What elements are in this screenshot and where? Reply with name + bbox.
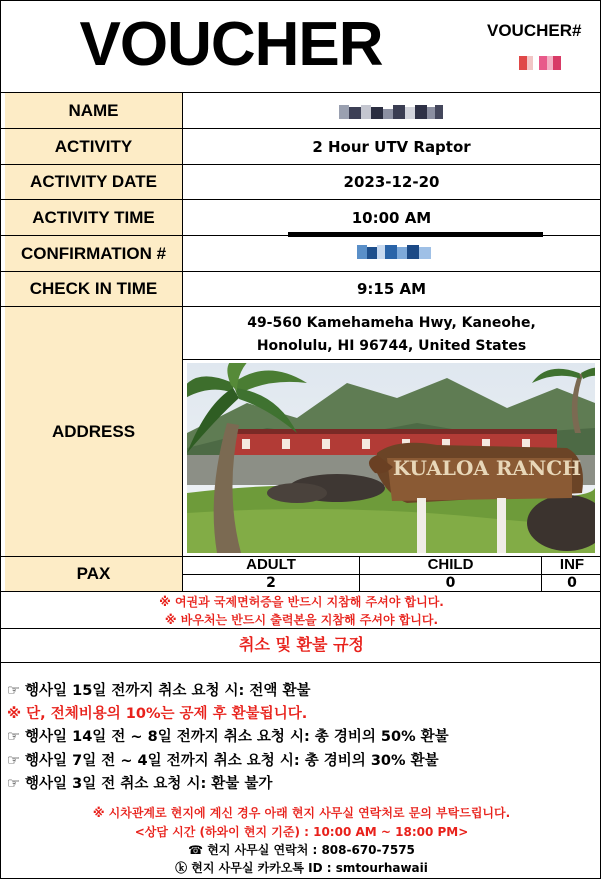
policy-item: ☞ 행사일 3일 전 취소 요청 시: 환불 불가 — [7, 776, 273, 792]
address-line-1: 49-560 Kamehameha Hwy, Kaneohe, — [247, 315, 536, 331]
confirmation-label: CONFIRMATION # — [5, 236, 182, 271]
policy-item: ☞ 행사일 15일 전까지 취소 요청 시: 전액 환불 — [7, 683, 311, 699]
kualoa-ranch-photo — [187, 363, 595, 553]
checkin-time-label: CHECK IN TIME — [5, 272, 182, 306]
confirmation-redacted — [357, 245, 431, 259]
pax-child-header: CHILD — [427, 556, 474, 573]
pax-child-count: 0 — [445, 575, 456, 591]
activity-value: 2 Hour UTV Raptor — [312, 137, 471, 156]
activity-time-label: ACTIVITY TIME — [5, 200, 182, 235]
footer-hours: <상담 시간 (하와이 현지 기준) : 10:00 AM ~ 18:00 PM> — [134, 825, 469, 839]
pax-adult-header: ADULT — [246, 556, 296, 573]
footer-phone: ☎ 현지 사무실 연락처 : 808-670-7575 — [188, 843, 415, 857]
policy-item: ☞ 행사일 7일 전 ~ 4일 전까지 취소 요청 시: 총 경비의 30% 환불 — [7, 753, 439, 769]
voucher-number-redacted — [519, 56, 561, 70]
pax-inf-count: 0 — [567, 575, 577, 591]
redaction-bar — [288, 232, 543, 237]
activity-date-label: ACTIVITY DATE — [5, 165, 182, 199]
pax-inf-header: INF — [559, 556, 585, 573]
activity-date-value: 2023-12-20 — [343, 173, 440, 191]
pax-adult-count: 2 — [266, 575, 276, 591]
policy-item: ☞ 행사일 14일 전 ~ 8일 전까지 취소 요청 시: 총 경비의 50% 환불 — [7, 729, 449, 745]
refund-policy-title: 취소 및 환불 규정 — [239, 635, 364, 654]
voucher-number-label: VOUCHER# — [487, 21, 582, 40]
address-line-2: Honolulu, HI 96744, United States — [256, 338, 527, 354]
photo-sign-text: KUALOA RANCH — [392, 456, 582, 480]
name-redacted — [339, 105, 443, 119]
notice-printout: ※ 바우처는 반드시 출력본을 지참해 주셔야 합니다. — [164, 613, 439, 627]
voucher-title: VOUCHER — [79, 10, 383, 79]
pax-label: PAX — [5, 557, 182, 591]
address-label: ADDRESS — [5, 307, 182, 556]
notice-passport: ※ 여권과 국제면허증을 반드시 지참해 주셔야 합니다. — [159, 595, 444, 609]
footer-kakao: ⓚ 현지 사무실 카카오톡 ID : smtourhawaii — [175, 861, 428, 875]
policy-item: ※ 단, 전체비용의 10%는 공제 후 환불됩니다. — [7, 706, 308, 722]
name-label: NAME — [5, 93, 182, 128]
checkin-time-value: 9:15 AM — [356, 280, 427, 298]
activity-label: ACTIVITY — [5, 129, 182, 164]
footer-timezone-note: ※ 시차관계로 현지에 계신 경우 아래 현지 사무실 연락처로 문의 부탁드립니다. — [92, 806, 511, 820]
activity-time-value: 10:00 AM — [351, 208, 432, 227]
